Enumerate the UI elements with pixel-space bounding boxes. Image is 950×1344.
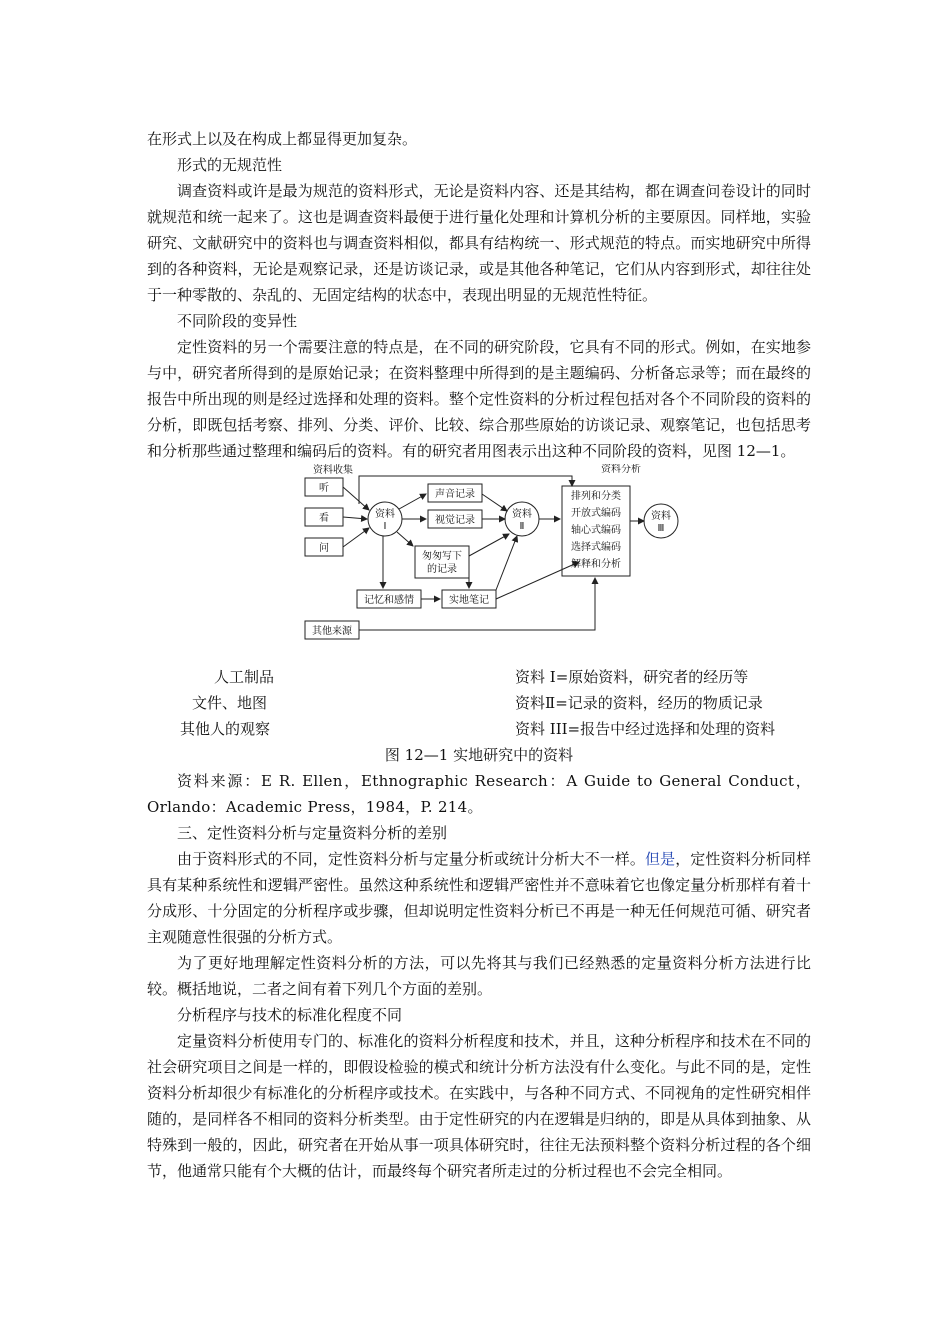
document-page: [147, 126, 811, 1184]
text-data2-b: Ⅱ: [519, 521, 525, 532]
source-citation: 资料来源：E R. Ellen，Ethnographic Research：A Guide to General Conduct，Orlando：Academic Press，1984，P. 214。: [147, 772, 811, 816]
diagram-svg: [147, 464, 811, 664]
legend-right-item: 资料 III=报告中经过选择和处理的资料: [515, 720, 776, 738]
text-look: 看: [319, 513, 329, 524]
text-step: 开放式编码: [571, 508, 621, 519]
text-hasty-a: 匆匆写下: [422, 551, 462, 562]
text-before-link: 由于资料形式的不同，定性资料分析与定量分析或统计分析大不一样。: [177, 850, 645, 868]
paragraph: 在形式上以及在构成上都显得更加复杂。: [147, 130, 418, 148]
figure-diagram: [147, 464, 811, 664]
paragraph: 为了更好地理解定性资料分析的方法，可以先将其与我们已经熟悉的定量资料分析方法进行比较。概括地说，二者之间有着下列几个方面的差别。: [147, 954, 811, 998]
paragraph: 定性资料的另一个需要注意的特点是，在不同的研究阶段，它具有不同的形式。例如，在实地参与中，研究者所得到的是原始记录；在资料整理中所得到的是主题编码、分析备忘录等；而在最终的报告中所出现的则是经过选择和处理的资料。整个定性资料的分析过程包括对各个不同阶段的资料的分析，即既包括考察、排列、分类、评价、比较、综合那些原始的访谈记录、观察笔记，也包括思考和分析那些通过整理和编码后的资料。有的研究者用图表示出这种不同阶段的资料，见图 12—1。: [147, 338, 811, 460]
legend-left-item: 人工制品: [214, 668, 275, 686]
legend-right-item: 资料Ⅱ=记录的资料，经历的物质记录: [515, 694, 763, 712]
text-data2-a: 资料: [512, 509, 532, 520]
figure-caption: 图 12—1 实地研究中的资料: [384, 746, 574, 764]
text-sound: 声音记录: [435, 489, 475, 500]
legend-left-item: 其他人的观察: [180, 720, 271, 738]
subheading: 形式的无规范性: [177, 156, 283, 174]
text-hasty-b: 的记录: [427, 564, 457, 575]
text-after-link: ，定性资料分析同样具有某种系统性和逻辑严密性。虽然这种系统性和逻辑严密性并不意味着它也像定量分析那样有着十分成形、十分固定的分析程序或步骤，但却说明定性资料分析已不再是一种无任何规范可循、研究者主观随意性很强的分析方式。: [147, 850, 811, 946]
text-ask: 问: [319, 543, 329, 554]
text-step: 轴心式编码: [571, 525, 621, 536]
text-step: 排列和分类: [571, 491, 621, 502]
text-field: 实地笔记: [449, 595, 489, 606]
figure-legend: [147, 664, 811, 742]
label-collect: 资料收集: [313, 465, 353, 476]
legend-left-item: 文件、地图: [192, 694, 268, 712]
text-data1-a: 资料: [375, 509, 395, 520]
text-step: 选择式编码: [571, 542, 621, 553]
label-analysis: 资料分析: [601, 464, 641, 475]
paragraph: 定量资料分析使用专门的、标准化的资料分析程度和技术，并且，这种分析程序和技术在不同的社会研究项目之间是一样的，即假设检验的模式和统计分析方法没有什么变化。与此不同的是，定性资料分析却很少有标准化的分析程序或技术。在实践中，与各种不同方式、不同视角的定性研究相伴随的，是同样各不相同的资料分析类型。由于定性研究的内在逻辑是归纳的，即是从具体到抽象、从特殊到一般的，因此，研究者在开始从事一项具体研究时，往往无法预料整个资料分析过程的各个细节，他通常只能有个大概的估计，而最终每个研究者所走过的分析过程也不会完全相同。: [147, 1032, 811, 1180]
text-other: 其他来源: [312, 626, 352, 637]
text-data3-b: Ⅲ: [657, 523, 665, 534]
text-memory: 记忆和感情: [364, 595, 414, 606]
text-data3-a: 资料: [651, 511, 671, 522]
text-data1-b: Ⅰ: [383, 521, 387, 532]
section-title: 三、定性资料分析与定量资料分析的差别: [177, 824, 448, 842]
text-step: 解释和分析: [571, 559, 621, 570]
text-listen: 听: [319, 483, 329, 494]
inline-link[interactable]: 但是: [645, 850, 676, 868]
subheading: 分析程序与技术的标准化程度不同: [177, 1006, 403, 1024]
text-visual: 视觉记录: [435, 515, 475, 526]
paragraph: 调查资料或许是最为规范的资料形式，无论是资料内容、还是其结构，都在调查问卷设计的同时就规范和统一起来了。这也是调查资料最便于进行量化处理和计算机分析的主要原因。同样地，实验研究、文献研究中的资料也与调查资料相似，都具有结构统一、形式规范的特点。而实地研究中所得到的各种资料，无论是观察记录，还是访谈记录，或是其他各种笔记，它们从内容到形式，却往往处于一种零散的、杂乱的、无固定结构的状态中，表现出明显的无规范性特征。: [147, 182, 811, 304]
paragraph-with-link: [147, 846, 811, 950]
subheading: 不同阶段的变异性: [177, 312, 298, 330]
legend-right-item: 资料 I=原始资料，研究者的经历等: [515, 668, 749, 686]
